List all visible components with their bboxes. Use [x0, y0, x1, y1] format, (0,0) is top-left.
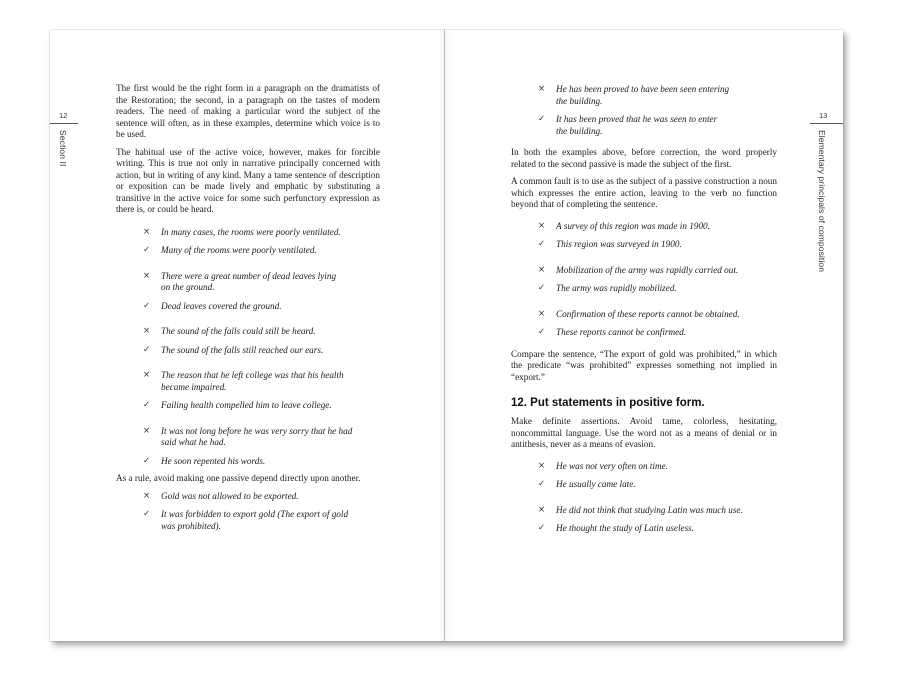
correct-example	[143, 400, 380, 412]
incorrect-example	[143, 326, 380, 338]
left-page-body	[116, 83, 380, 532]
section-label: Section II	[58, 130, 68, 167]
example-text: was prohibited).	[161, 520, 221, 531]
incorrect-example	[143, 491, 380, 503]
paragraph: The habitual use of the active voice, however, makes for forcible writing. This is true not only in narrative principally concerned with action, but in writing of any kind. Many a tame sentence of description or exposition can be made lively and emphatic by substituting a transitive in the active voice for some such perfunctory expression as there is, or could be heard.	[116, 146, 380, 214]
book-spread	[50, 30, 843, 641]
check-icon: ✓	[143, 245, 151, 255]
check-icon: ✓	[538, 327, 546, 337]
incorrect-example	[538, 84, 777, 107]
example-text: In many cases, the rooms were poorly ventilated.	[161, 226, 341, 237]
check-icon: ✓	[538, 283, 546, 293]
example-text: There were a great number of dead leaves lying	[161, 270, 337, 281]
cross-icon: ×	[143, 370, 151, 380]
incorrect-example	[538, 461, 777, 473]
example-list	[143, 491, 380, 533]
example-text: These reports cannot be confirmed.	[556, 327, 687, 337]
example-text: He has been proved to have been seen entering	[556, 84, 730, 94]
example-text: He was not very often on time.	[556, 460, 669, 471]
correct-example	[143, 345, 380, 357]
incorrect-example	[143, 271, 380, 294]
check-icon: ✓	[538, 114, 546, 124]
check-icon: ✓	[143, 400, 151, 410]
cross-icon: ×	[143, 490, 151, 501]
example-text: The army was rapidly mobilized.	[556, 283, 677, 293]
paragraph: The first would be the right form in a paragraph on the dramatists of the Restoration; the second, in a paragraph on the tastes of modern readers. The need of making a particular word the subject of the sentence will often, as in these examples, determine which voice is to be used.	[116, 83, 380, 139]
cross-icon: ×	[538, 84, 546, 94]
example-list	[538, 221, 777, 339]
correct-example	[538, 479, 777, 491]
example-text: It was not long before he was very sorry that he had	[161, 425, 353, 436]
section-heading: 12. Put statements in positive form.	[511, 397, 705, 409]
paragraph: A common fault is to use as the subject of a passive construction a noun which expresses the entire action, leaving to the verb no function beyond that of completing the sentence.	[511, 176, 777, 209]
section-label: Elementary principals of composition	[817, 130, 827, 273]
correct-example	[538, 523, 777, 535]
correct-example	[538, 327, 777, 339]
example-list	[538, 84, 777, 137]
example-list	[143, 227, 380, 468]
example-text: Many of the rooms were poorly ventilated.	[161, 245, 317, 255]
incorrect-example	[538, 309, 777, 321]
example-text: The sound of the falls could still be heard.	[161, 326, 316, 336]
correct-example	[143, 245, 380, 257]
example-text: A survey of this region was made in 1900.	[556, 220, 710, 231]
example-text: the building.	[556, 95, 603, 106]
paragraph: In both the examples above, before correction, the word properly related to the second passive is made the subject of the first.	[511, 147, 777, 169]
right-page	[445, 30, 843, 641]
example-text: Failing health compelled him to leave college.	[161, 400, 332, 410]
check-icon: ✓	[538, 523, 546, 533]
incorrect-example	[538, 221, 777, 233]
paragraph: Compare the sentence, “The export of gold was prohibited,” in which the predicate “was prohibited” expresses something not implied in “export.”	[511, 348, 777, 382]
example-text: Dead leaves covered the ground.	[161, 300, 282, 311]
incorrect-example	[143, 426, 380, 449]
correct-example	[143, 301, 380, 313]
example-list	[538, 461, 777, 535]
example-text: on the ground.	[161, 282, 215, 292]
correct-example	[143, 509, 380, 532]
incorrect-example	[143, 370, 380, 393]
example-text: became impaired.	[161, 381, 227, 392]
cross-icon: ×	[143, 326, 151, 336]
example-text: the building.	[556, 125, 603, 136]
right-page-body	[511, 84, 777, 535]
example-text: He thought the study of Latin useless.	[556, 523, 695, 533]
example-text: The sound of the falls still reached our ears.	[161, 344, 324, 355]
paragraph: Make definite assertions. Avoid tame, colorless, hesitating, noncommittal language. Use the word not as a means of denial or in antithesis, never as a means of evasion.	[511, 416, 777, 449]
left-page	[50, 30, 444, 641]
example-text: It has been proved that he was seen to enter	[556, 114, 718, 124]
cross-icon: ×	[143, 425, 151, 436]
example-text: Mobilization of the army was rapidly carried out.	[556, 264, 739, 275]
correct-example	[538, 283, 777, 295]
check-icon: ✓	[538, 239, 546, 249]
cross-icon: ×	[538, 460, 546, 471]
page-number: 12	[59, 111, 68, 120]
page-number-rule	[50, 123, 78, 124]
check-icon: ✓	[143, 344, 151, 355]
incorrect-example	[538, 505, 777, 517]
page-number-rule	[810, 123, 843, 124]
cross-icon: ×	[538, 504, 546, 515]
example-text: Gold was not allowed to be exported.	[161, 490, 299, 501]
correct-example	[538, 239, 777, 251]
page-number: 13	[819, 111, 828, 120]
example-text: He usually came late.	[556, 479, 636, 489]
check-icon: ✓	[538, 479, 546, 489]
cross-icon: ×	[538, 220, 546, 231]
cross-icon: ×	[538, 308, 546, 319]
correct-example	[538, 114, 777, 137]
incorrect-example	[538, 265, 777, 277]
example-text: He soon repented his words.	[161, 455, 266, 466]
paragraph: As a rule, avoid making one passive depend directly upon another.	[116, 473, 361, 483]
example-text: He did not think that studying Latin was much use.	[556, 504, 743, 515]
example-text: said what he had.	[161, 437, 226, 447]
check-icon: ✓	[143, 455, 151, 466]
cross-icon: ×	[538, 264, 546, 275]
check-icon: ✓	[143, 300, 151, 311]
example-text: The reason that he left college was that his health	[161, 370, 344, 380]
example-text: It was forbidden to export gold (The export of gold	[161, 509, 349, 519]
cross-icon: ×	[143, 270, 151, 281]
example-text: Confirmation of these reports cannot be obtained.	[556, 308, 740, 319]
correct-example	[143, 456, 380, 468]
example-text: This region was surveyed in 1900.	[556, 239, 682, 249]
check-icon: ✓	[143, 509, 151, 519]
cross-icon: ×	[143, 226, 151, 237]
incorrect-example	[143, 227, 380, 239]
